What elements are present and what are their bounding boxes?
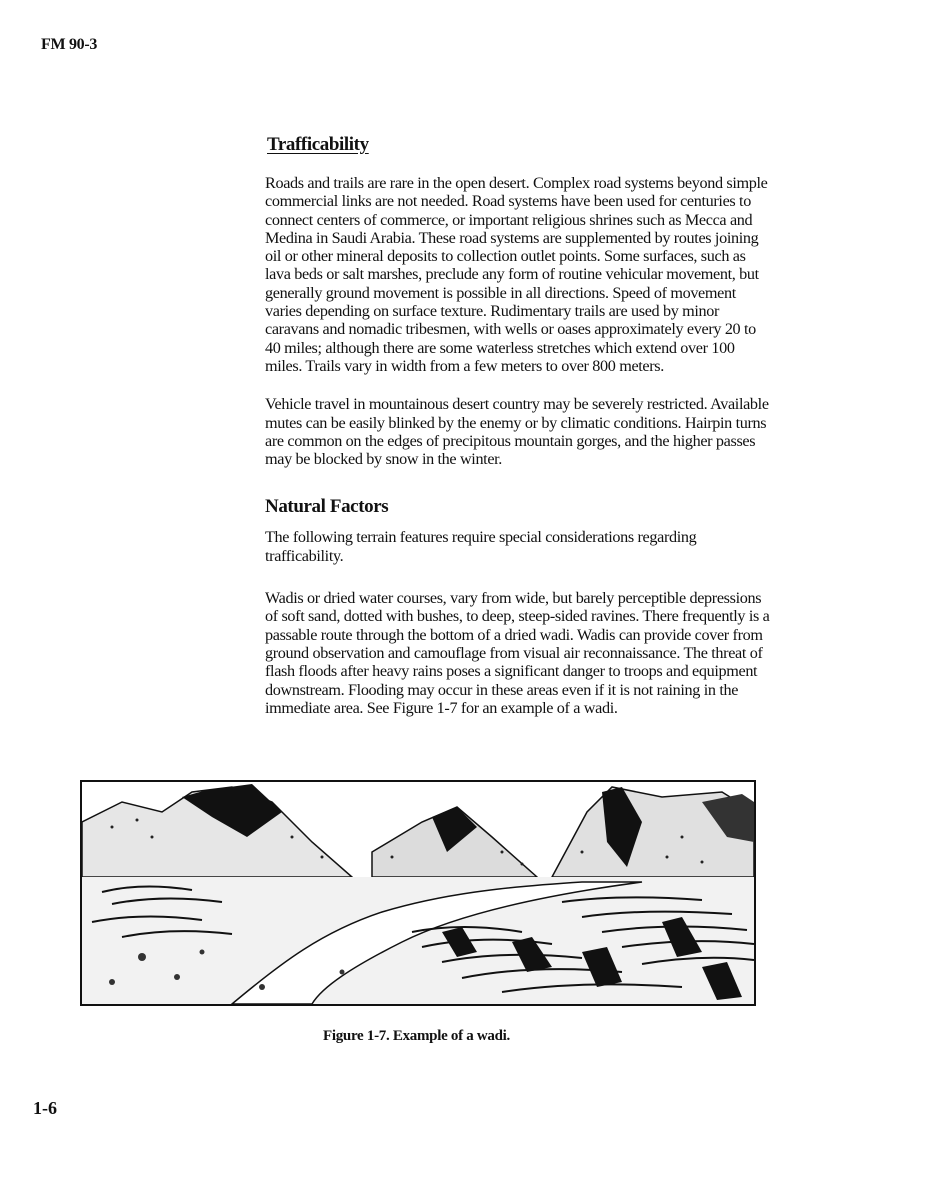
paragraph-mountain-travel: Vehicle travel in mountainous desert country may be severely restricted. Available mutes can be easily blinked by the enemy or by climatic conditions. Hairpin turns are common on the edges of precipitous mountain gorges, and the higher passes may be blocked by snow in the winter. (265, 395, 769, 469)
paragraph-terrain-features: The following terrain features require special considerations regarding trafficability. (265, 528, 697, 565)
figure-caption: Figure 1-7. Example of a wadi. (323, 1028, 510, 1044)
paragraph-wadis: Wadis or dried water courses, vary from wide, but barely perceptible depressions of soft sand, dotted with bushes, to deep, steep-sided ravines. There frequently is a passable route through the bottom of a dried wadi. Wadis can provide cover from ground observation and camouflage from visual air reconnaissance. The threat of flash floods after heavy rains poses a significant danger to troops and equipment downstream. Flooding may occur in these areas even if it is not raining in the immediate area. See Figure 1-7 for an example of a wadi. (265, 589, 770, 717)
section-heading-trafficability: Trafficability (267, 134, 369, 155)
wadi-illustration (80, 780, 756, 1006)
page-number: 1-6 (33, 1098, 57, 1118)
main-content (265, 134, 773, 717)
paragraph-roads-trails: Roads and trails are rare in the open desert. Complex road systems beyond simple commercial links are not needed. Road systems have been used for centuries to connect centers of commerce, or important religious shrines such as Mecca and Medina in Saudi Arabia. These road systems are supplemented by routes joining oil or other mineral deposits to collection outlet points. Some surfaces, such as lava beds or salt marshes, preclude any form of routine vehicular movement, but generally ground movement is possible in all directions. Speed of movement varies depending on surface texture. Rudimentary trails are used by minor caravans and nomadic tribesmen, with wells or oases approximately every 20 to 40 miles; although there are some waterless stretches which extend over 100 miles. Trails vary in width from a few meters to over 800 meters. (265, 174, 768, 375)
section-heading-natural-factors: Natural Factors (265, 496, 389, 518)
document-id: FM 90-3 (41, 36, 98, 53)
